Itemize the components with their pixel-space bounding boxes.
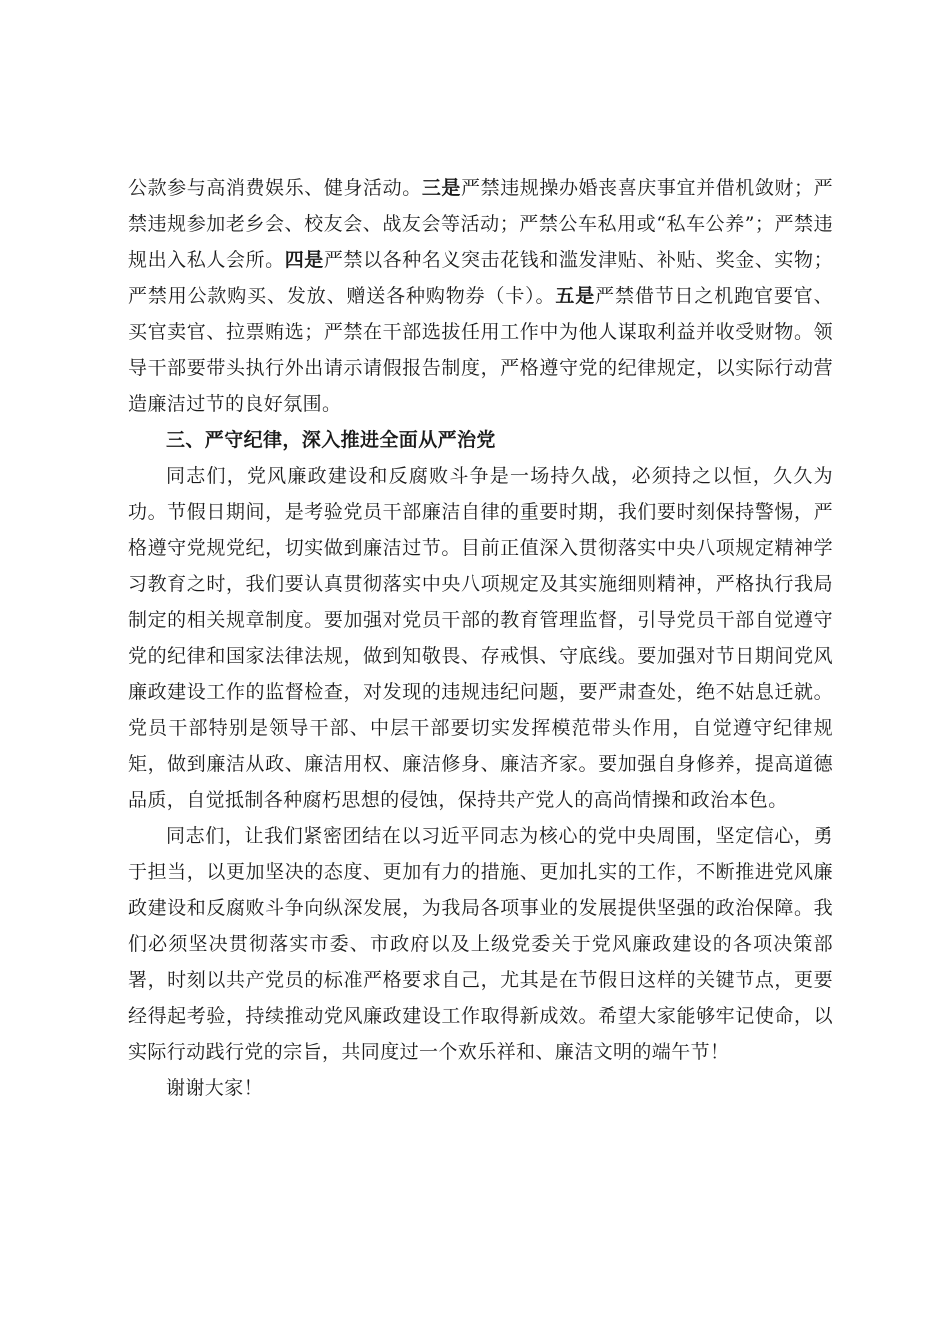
closing-thanks: 谢谢大家！ [166, 1077, 264, 1099]
bold-marker-three: 三是 [421, 177, 462, 199]
document-body [128, 170, 833, 1106]
paragraph-conclusion: 同志们，让我们紧密团结在以习近平同志为核心的党中央周围，坚定信心，勇于担当，以更加坚决的态度、更加有力的措施、更加扎实的工作，不断推进党风廉政建设和反腐败斗争向纵深发展，为我局各项事业的发展提供坚强的政治保障。我们必须坚决贯彻落实市委、市政府以及上级党委关于党风廉政建设的各项决策部署，时刻以共产党员的标准严格要求自己，尤其是在节假日这样的关键节点，更要经得起考验，持续推动党风廉政建设工作取得新成效。希望大家能够牢记使命，以实际行动践行党的宗旨，共同度过一个欢乐祥和、廉洁文明的端午节！ [128, 825, 833, 1063]
section-heading: 三、严守纪律，深入推进全面从严治党 [166, 429, 496, 451]
bold-marker-five: 五是 [555, 285, 596, 307]
text-run: 严禁借节日之机跑官要官、买官卖官、拉票贿选；严禁在干部选拔任用工作中为他人谋取利益并收受财物。领导干部要带头执行外出请示请假报告制度，严格遵守党的纪律规定，以实际行动营造廉洁过节的良好氛围。 [128, 285, 833, 415]
paragraph-prohibitions [128, 170, 833, 422]
text-run: 公款参与高消费娱乐、健身活动。 [128, 177, 422, 199]
paragraph-discipline: 同志们，党风廉政建设和反腐败斗争是一场持久战，必须持之以恒，久久为功。节假日期间，是考验党员干部廉洁自律的重要时期，我们要时刻保持警惕，严格遵守党规党纪，切实做到廉洁过节。目前正值深入贯彻落实中央八项规定精神学习教育之时，我们要认真贯彻落实中央八项规定及其实施细则精神，严格执行我局制定的相关规章制度。要加强对党员干部的教育管理监督，引导党员干部自觉遵守党的纪律和国家法律法规，做到知敬畏、存戒惧、守底线。要加强对节日期间党风廉政建设工作的监督检查，对发现的违规违纪问题，要严肃查处，绝不姑息迁就。党员干部特别是领导干部、中层干部要切实发挥模范带头作用，自觉遵守纪律规矩，做到廉洁从政、廉洁用权、廉洁修身、廉洁齐家。要加强自身修养，提高道德品质，自觉抵制各种腐朽思想的侵蚀，保持共产党人的高尚情操和政治本色。 [128, 465, 833, 811]
text-run: 严禁违规操办婚丧喜庆事宜并借机敛财；严禁违规参加老乡会、校友会、战友会等活动；严禁公车私用或“私车公养”；严禁违规出入私人会所。 [128, 177, 833, 271]
bold-marker-four: 四是 [284, 249, 324, 271]
text-run: 严禁以各种名义突击花钱和滥发津贴、补贴、奖金、实物；严禁用公款购买、发放、赠送各种购物券（卡）。 [128, 249, 834, 307]
